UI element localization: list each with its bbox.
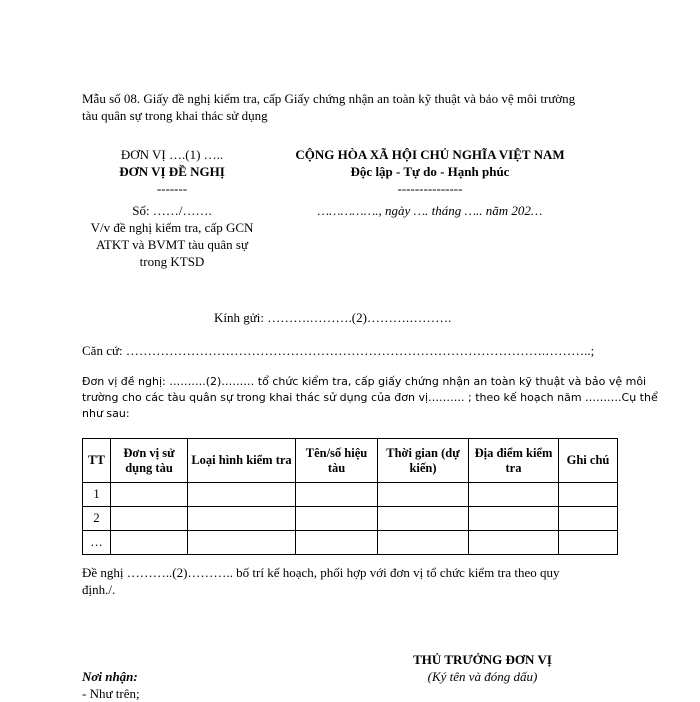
addressee: Kính gửi: ……….……….(2)……….………. [214,310,452,325]
request-line-3: như sau: [82,407,130,420]
national-header-block [270,146,590,219]
table-cell [188,531,296,555]
header-inspection-location: Địa điểm kiểm tra [469,439,559,483]
table-cell [469,531,559,555]
table-row [83,483,618,507]
table-cell [296,507,378,531]
right-divider: --------------- [397,181,463,196]
table-cell [188,483,296,507]
table-cell [111,483,188,507]
subject-line-3: trong KTSD [139,254,205,269]
table-header-row [83,439,618,483]
closing-paragraph [82,564,622,598]
table-cell [378,507,469,531]
table-cell [559,483,618,507]
left-divider: ------- [156,181,188,196]
inspection-table [82,438,618,555]
document-number: Số: ……/……. [132,203,212,218]
table-cell [111,531,188,555]
signature-note: (Ký tên và đóng dấu) [427,669,538,684]
header-expected-time: Thời gian (dự kiến) [378,439,469,483]
form-title-line1: Mẫu số 08. Giấy đề nghị kiểm tra, cấp Giấy chứng nhận an toàn kỹ thuật và bảo vệ môi trường [82,91,576,106]
signature-block [395,651,570,685]
table-cell [378,531,469,555]
table-cell [378,483,469,507]
nation-name: CỘNG HÒA XÃ HỘI CHỦ NGHĨA VIỆT NAM [295,147,565,162]
recipient-item: - Như trên; [82,686,140,701]
table-cell [296,483,378,507]
header-inspection-type: Loại hình kiểm tra [188,439,296,483]
request-line-1: Đơn vị đề nghị: ……….(2)……… tổ chức kiểm tra, cấp giấy chứng nhận an toàn kỹ thuật và bảo vệ môi [82,375,647,388]
header-notes: Ghi chú [559,439,618,483]
legal-basis: Căn cứ: …………………………………………………………………………………….………..; [82,343,595,358]
table-cell [188,507,296,531]
recipients-block [82,668,140,702]
header-using-unit: Đơn vị sử dụng tàu [111,439,188,483]
closing-line-1: Đề nghị ………..(2)……….. bố trí kế hoạch, phối hợp với đơn vị tổ chức kiểm tra theo quy [82,565,560,580]
subject-line-1: V/v đề nghị kiểm tra, cấp GCN [90,220,254,235]
table-cell [469,483,559,507]
table-cell [559,507,618,531]
table-cell [111,507,188,531]
recipients-label: Nơi nhận: [82,669,138,684]
place-and-date: ……………., ngày …. tháng ….. năm 202… [317,203,543,218]
signer-title: THỦ TRƯỞNG ĐƠN VỊ [413,652,552,667]
row-index: 2 [83,507,111,531]
request-line-2: trường cho các tàu quân sự trong khai thác sử dụng của đơn vị………. ; theo kế hoạch năm ……….Cụ thể [82,391,658,404]
table-cell [296,531,378,555]
form-title [82,90,642,124]
requesting-unit-label: ĐƠN VỊ ĐỀ NGHỊ [119,164,225,179]
form-title-line2: tàu quân sự trong khai thác sử dụng [82,108,268,123]
table-row [83,531,618,555]
national-motto: Độc lập - Tự do - Hạnh phúc [350,164,510,179]
row-index: 1 [83,483,111,507]
unit-name: ĐƠN VỊ ….(1) ….. [120,147,224,162]
subject-line-2: ATKT và BVMT tàu quân sự [95,237,249,252]
row-index: … [83,531,111,555]
header-vessel-name: Tên/số hiệu tàu [296,439,378,483]
table-cell [469,507,559,531]
header-tt: TT [83,439,111,483]
closing-line-2: định./. [82,582,116,597]
table-cell [559,531,618,555]
table-row [83,507,618,531]
issuing-unit-block [82,146,262,270]
request-paragraph [82,374,658,422]
